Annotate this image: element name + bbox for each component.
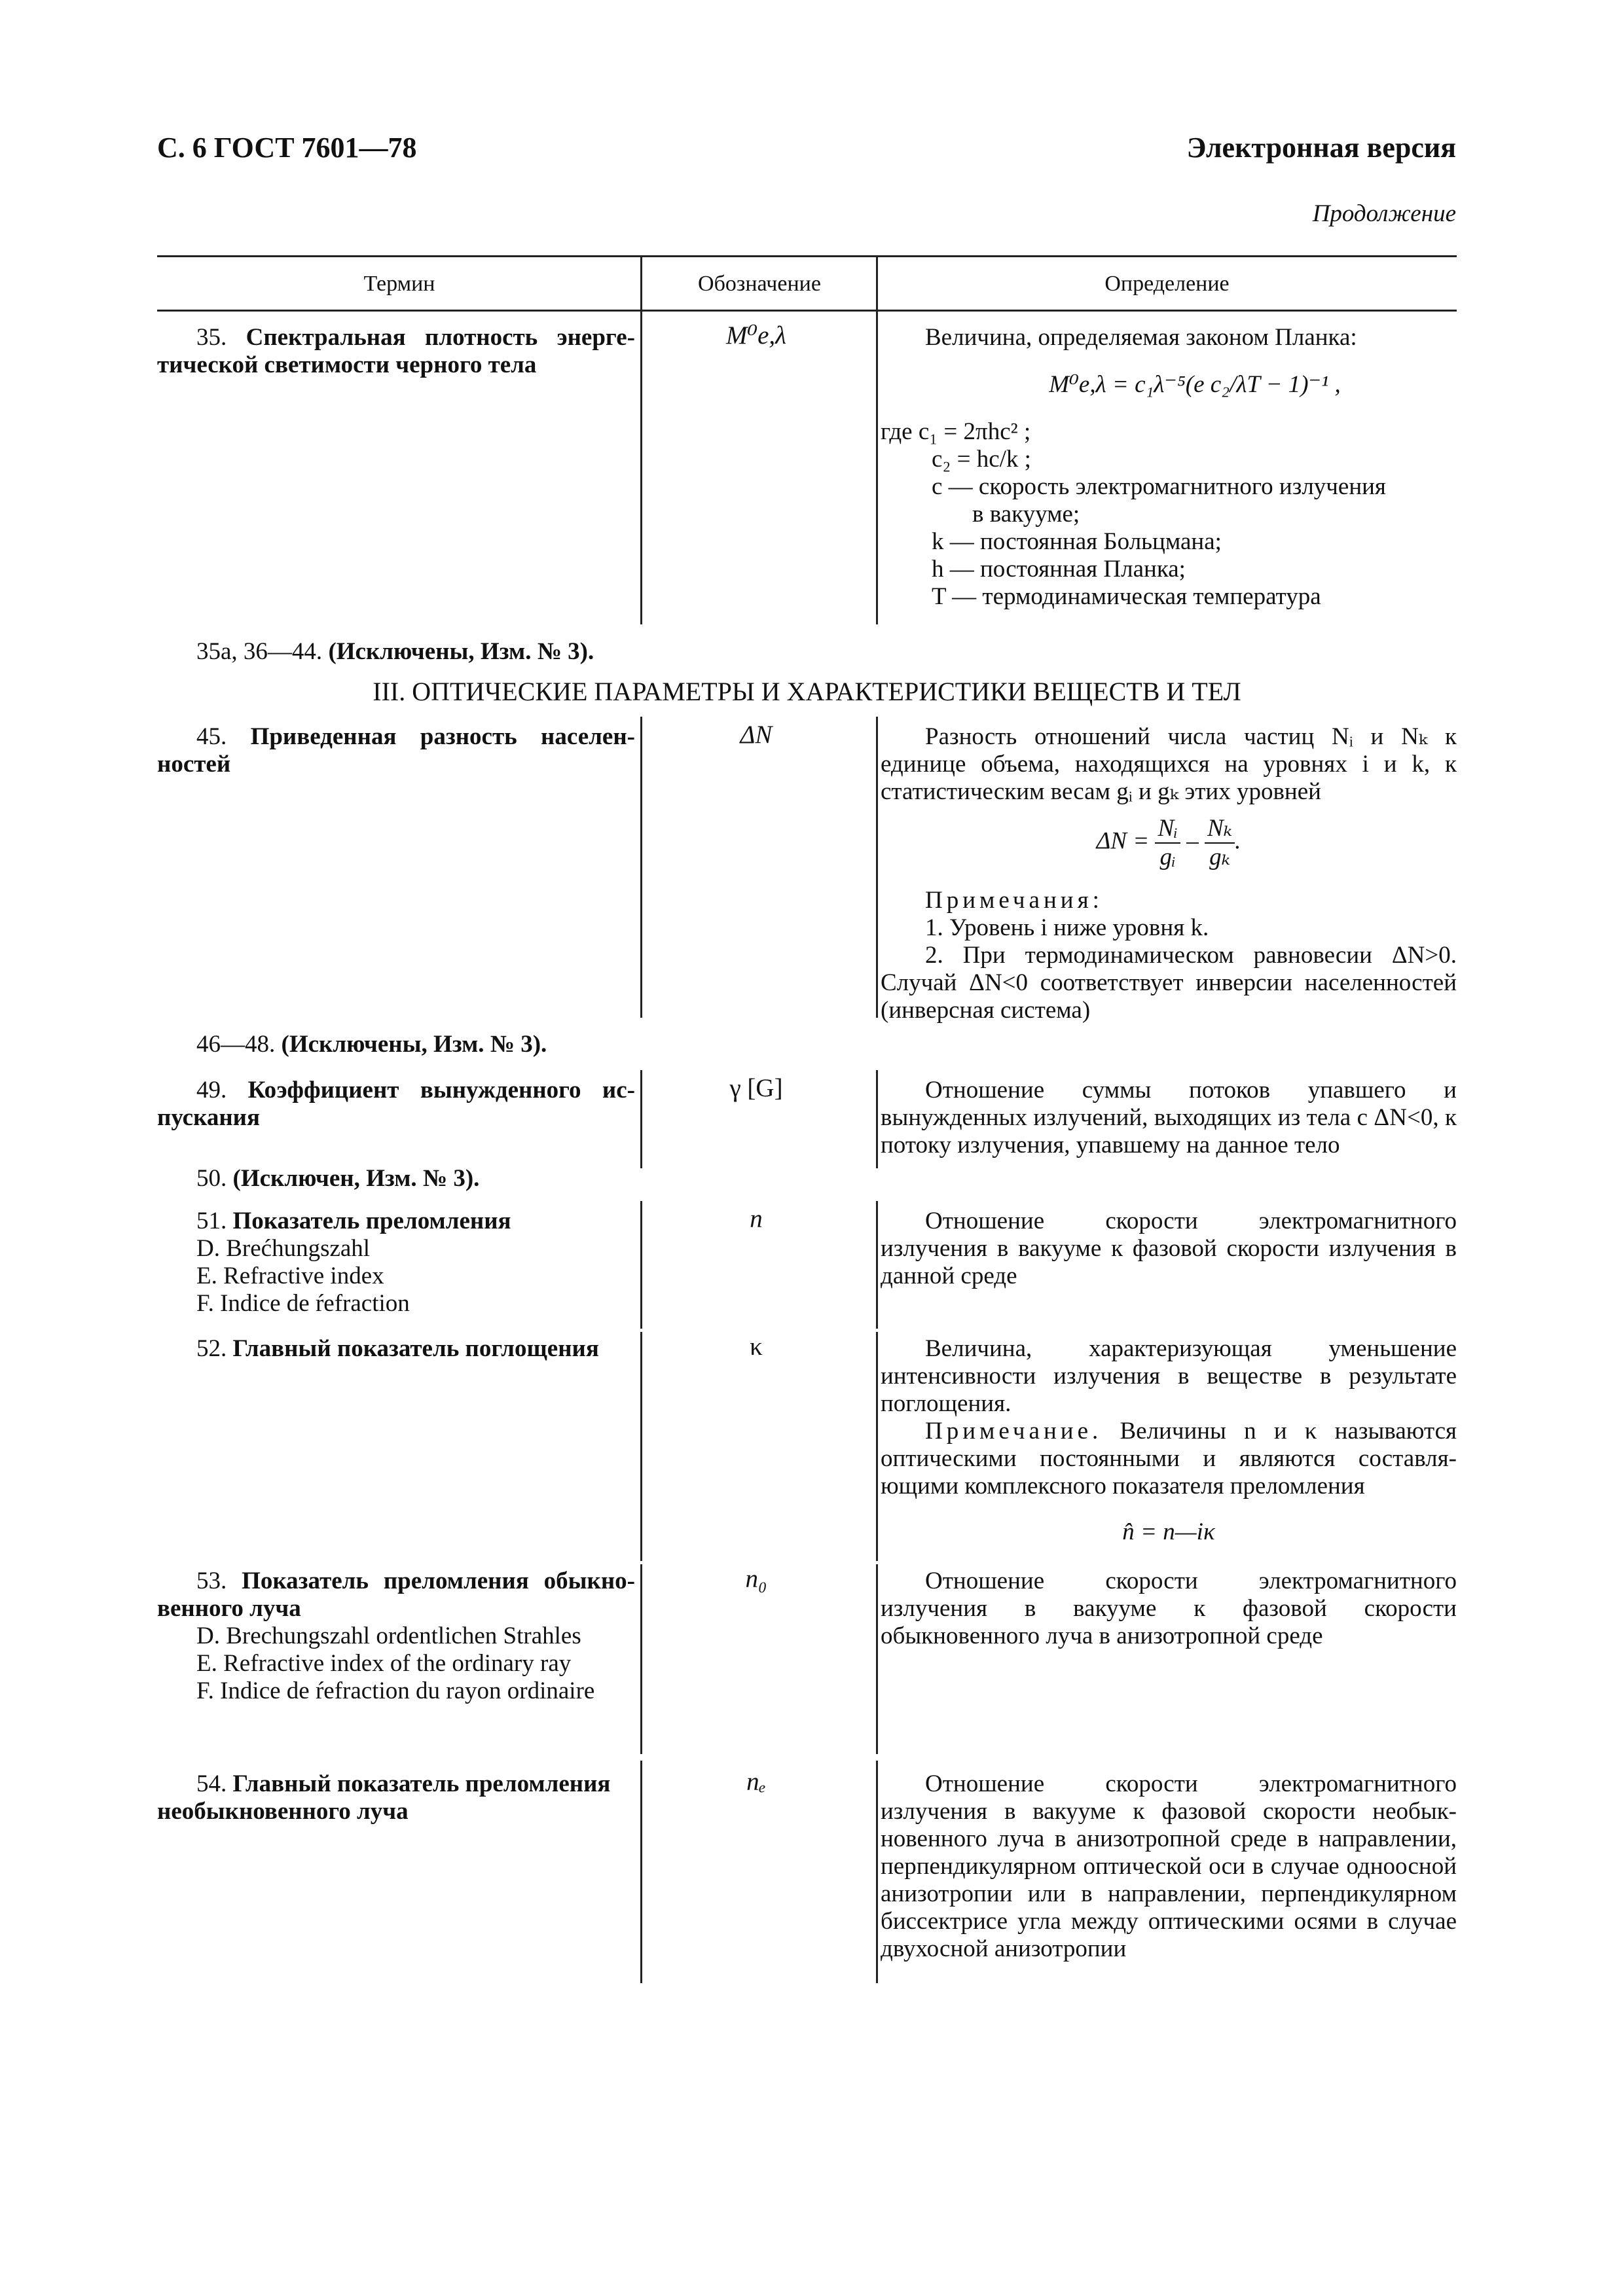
column-divider <box>640 255 642 312</box>
section-title: III. ОПТИЧЕСКИЕ ПАРАМЕТРЫ И ХАРАКТЕРИСТИКИ ВЕЩЕСТВ И ТЕЛ <box>373 677 1241 706</box>
term-number: 53. <box>196 1568 227 1594</box>
column-divider <box>640 312 642 624</box>
column-divider <box>876 312 878 624</box>
where-line: k — постоянная Больцмана; <box>932 528 1222 555</box>
definition-text: Отношение скорости электромагнитного излучения в вакууме к фазовой скорости обыкновенного луча в анизотропной среде <box>881 1568 1457 1649</box>
term-number: 54. <box>196 1770 227 1797</box>
term-french: F. Indice de ŕefraction <box>196 1290 410 1317</box>
symbol-51: n <box>750 1205 763 1233</box>
term-number: 51. <box>196 1208 227 1234</box>
notes-title: Примечания: <box>925 887 1103 914</box>
column-divider <box>640 1564 642 1754</box>
note-2: 2. При термодинамическом равновесии ΔN>0. Случай ΔN<0 соответствует инверсии населенностей (инверсная система) <box>881 942 1457 1024</box>
symbol-35: M⁰e,λ <box>725 321 787 350</box>
column-divider <box>640 1201 642 1329</box>
population-formula: ΔN = $\frac{\text{Nᵢ}}{\text{gᵢ}}$ – $\frac{\text{Nₖ}}{\text{gₖ}}$ . <box>1096 815 1241 870</box>
column-divider <box>640 1332 642 1561</box>
table-top-rule <box>157 255 1457 257</box>
column-divider <box>876 717 878 1018</box>
column-divider <box>876 1070 878 1168</box>
term-number: 35. <box>196 324 227 351</box>
excluded-note <box>196 1165 479 1193</box>
symbol-49: γ [G] <box>729 1074 783 1102</box>
where-list <box>881 418 1457 611</box>
term-name: Приведенная разность населенностей <box>157 723 635 778</box>
symbol-53: n₀ <box>745 1565 767 1593</box>
column-divider <box>876 1564 878 1754</box>
column-header-term: Термин <box>363 272 435 296</box>
denominator: gₖ <box>1209 844 1231 870</box>
numerator: Nₖ <box>1205 815 1235 844</box>
term-45 <box>157 723 635 778</box>
column-divider <box>876 1761 878 1983</box>
definition-text: Отношение суммы потоков упавшего и вынужденных излучений, выходящих из тела с ΔN<0, к потоку излучения, упавшему на данное тело <box>881 1077 1457 1158</box>
definition-51 <box>881 1208 1457 1290</box>
column-divider <box>876 255 878 312</box>
excluded-number: 46—48. <box>196 1031 276 1058</box>
term-english: E. Refractive index of the ordinary ray <box>196 1650 572 1677</box>
term-german: D. Brećhungszahl <box>196 1235 371 1262</box>
term-english: E. Refractive index <box>196 1263 384 1289</box>
definition-text: Величина, определяемая законом Планка: <box>925 324 1357 351</box>
term-name: Коэффициент вынужденного испускания <box>157 1077 635 1131</box>
column-header-definition: Определение <box>1104 272 1230 296</box>
definition-text: Разность отношений числа частиц Nᵢ и Nₖ к единице объема, находящихся на уровнях i и k, к статистическим весам gᵢ и gₖ этих уровней <box>881 723 1457 805</box>
term-49 <box>157 1077 635 1132</box>
term-52 <box>157 1335 635 1363</box>
where-line: где c₁ = 2πhc² ; <box>881 418 1031 445</box>
symbol-45: ΔN <box>740 721 773 749</box>
term-german: D. Brechungszahl ordentlichen Strahles <box>196 1623 581 1649</box>
term-number: 45. <box>196 723 227 750</box>
where-line: в вакууме; <box>972 501 1080 528</box>
excluded-text: (Исключен, Изм. № 3). <box>232 1165 480 1192</box>
formula-lhs: ΔN = <box>1096 827 1150 855</box>
where-line: h — постоянная Планка; <box>932 556 1186 583</box>
term-name: Показатель преломления обыкновенного луча <box>157 1568 635 1622</box>
planck-formula: M⁰e,λ = c₁λ⁻⁵(e c₂/λT − 1)⁻¹ , <box>1049 371 1341 398</box>
page-header-left: С. 6 ГОСТ 7601—78 <box>157 132 417 164</box>
note <box>881 1418 1457 1500</box>
continuation-label: Продолжение <box>1312 200 1456 227</box>
column-divider <box>876 1201 878 1329</box>
definition-52 <box>881 1335 1457 1546</box>
numerator: Nᵢ <box>1155 815 1180 844</box>
column-divider <box>640 717 642 1018</box>
column-header-symbol: Обозначение <box>698 272 821 296</box>
term-53 <box>157 1568 635 1705</box>
column-divider <box>640 1070 642 1168</box>
column-divider <box>876 1332 878 1561</box>
excluded-text: (Исключены, Изм. № 3). <box>328 638 594 665</box>
where-line: T — термодинамическая температура <box>932 583 1321 610</box>
excluded-note <box>196 638 594 666</box>
definition-54 <box>881 1770 1457 1963</box>
note-1: 1. Уровень i ниже уровня k. <box>925 914 1209 941</box>
fraction <box>1205 815 1235 871</box>
definition-35 <box>881 324 1457 611</box>
definition-45 <box>881 723 1457 1024</box>
excluded-number: 35а, 36—44. <box>196 638 323 665</box>
term-51 <box>157 1208 635 1318</box>
symbol-54: nₑ <box>746 1768 766 1796</box>
page-header-right: Электронная версия <box>1186 132 1456 164</box>
term-number: 49. <box>196 1077 227 1103</box>
definition-text: Величина, характеризующая уменьшение интенсивности излучения в веществе в результате поглощения. <box>881 1335 1457 1417</box>
where-line: c₂ = hc/k ; <box>932 446 1031 473</box>
definition-49 <box>881 1077 1457 1159</box>
definition-text: Отношение скорости электромагнитного излучения в вакууме к фазовой скорости излучения в данной среде <box>881 1208 1457 1289</box>
fraction <box>1155 815 1180 871</box>
symbol-52: κ <box>750 1333 763 1361</box>
column-divider <box>640 1761 642 1983</box>
term-name: Главный показатель поглощения <box>232 1335 599 1362</box>
term-name: Спектральная плотность энергетической светимости черного тела <box>157 324 635 378</box>
table-header-rule <box>157 310 1457 312</box>
term-name: Показатель преломления <box>232 1208 511 1234</box>
definition-53 <box>881 1568 1457 1650</box>
term-number: 52. <box>196 1335 227 1362</box>
definition-text: Отношение скорости электромагнитного излучения в вакууме к фазовой скорости необыкновенного луча в анизотропной среде в направлении, перпендикулярном оптической оси в случае одноосной анизотропии или в направлении, перпендикулярном биссектрисе угла между оптическими осями в случае двухосной анизотропии <box>881 1770 1457 1962</box>
complex-index-formula: n̂ = n—iκ <box>1122 1518 1215 1545</box>
term-french: F. Indice de ŕefraction du rayon ordinaire <box>196 1677 595 1704</box>
term-name: Главный показатель преломления необыкновенного луча <box>157 1770 611 1825</box>
note-text: Величины n и κ называются оптическими постоянными и являются составляющими комплексного показателя преломления <box>881 1418 1457 1499</box>
excluded-note <box>196 1031 547 1058</box>
excluded-text: (Исключены, Изм. № 3). <box>281 1031 547 1058</box>
term-54 <box>157 1770 635 1825</box>
note-label: Примечание. <box>925 1418 1103 1444</box>
denominator: gᵢ <box>1159 844 1176 870</box>
excluded-number: 50. <box>196 1165 227 1192</box>
term-35 <box>157 324 635 379</box>
where-line: c — скорость электромагнитного излучения <box>932 473 1386 500</box>
